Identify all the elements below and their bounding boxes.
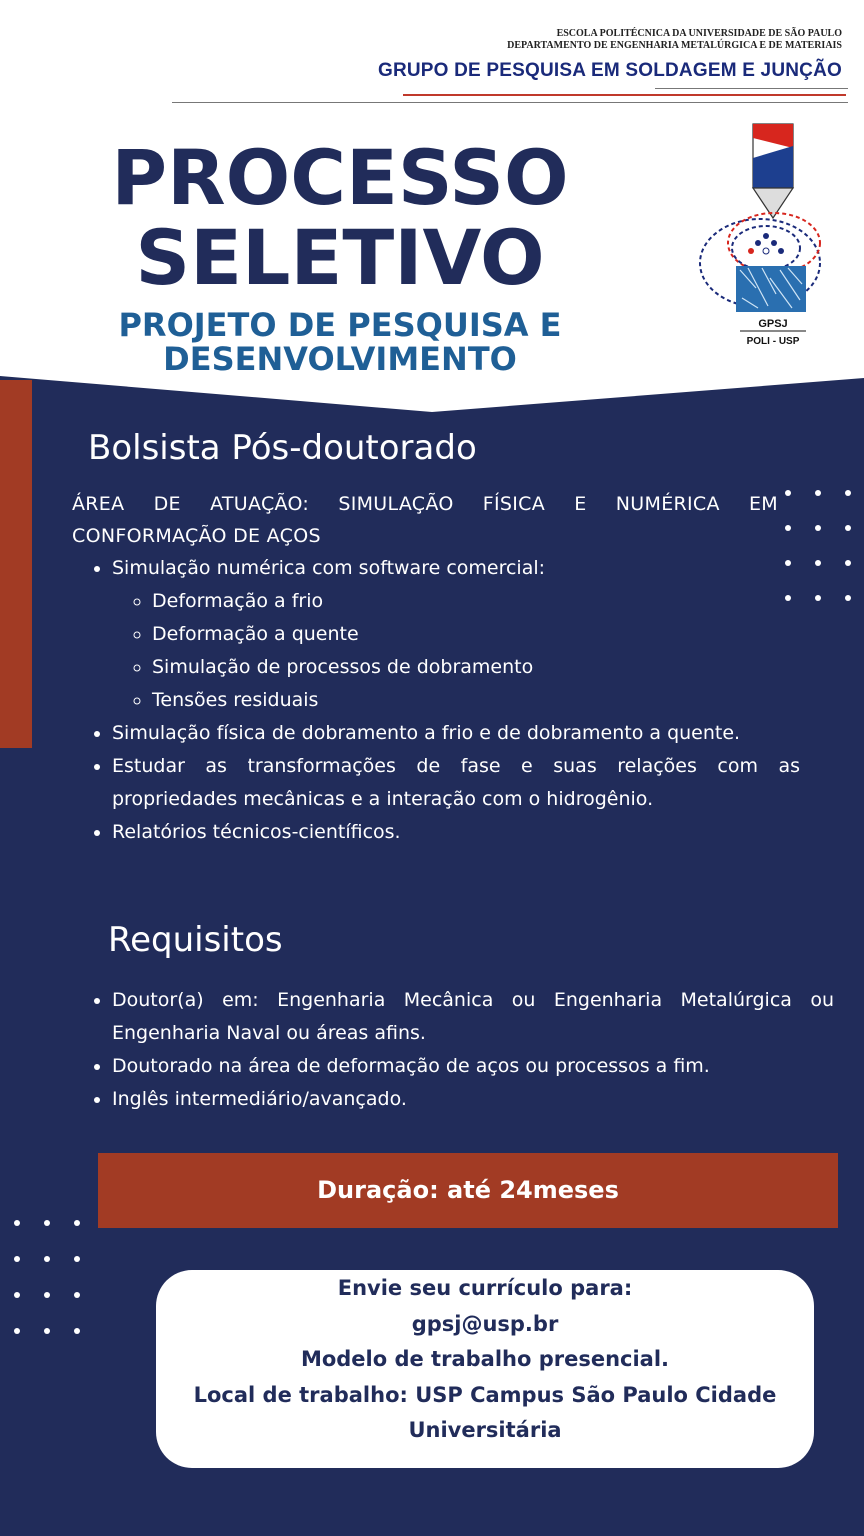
institution-line2: DEPARTAMENTO DE ENGENHARIA METALÚRGICA E DE MATERIAIS (507, 40, 842, 51)
subtitle-line2: DESENVOLVIMENTO (163, 340, 517, 378)
list-item: • Inglês intermediário/avançado. (112, 1083, 834, 1116)
page-title-line1: PROCESSO (111, 133, 569, 222)
divider-red (403, 94, 846, 96)
decorative-bar (0, 380, 32, 748)
list-item: • Estudar as transformações de fase e suas relações com as propriedades mecânicas e a interação com o hidrogênio. (112, 750, 800, 816)
requirements-list (90, 984, 834, 1116)
sub-list (112, 585, 800, 717)
duration-banner: Duração: até 24meses (98, 1153, 838, 1228)
divider-gray (172, 102, 848, 103)
list-item: • Doutor(a) em: Engenharia Mecânica ou Engenharia Metalúrgica ou Engenharia Naval ou áreas afins. (112, 984, 834, 1050)
logo-text-gpsj: GPSJ (758, 318, 788, 330)
list-item: • Doutorado na área de deformação de aços ou processos a fim. (112, 1050, 834, 1083)
activity-text: Simulação numérica com software comercial: (112, 557, 546, 579)
list-item: ◦ Deformação a frio (152, 585, 800, 618)
list-item: ◦ Deformação a quente (152, 618, 800, 651)
research-group-name: GRUPO DE PESQUISA EM SOLDAGEM E JUNÇÃO (377, 60, 842, 81)
page-subtitle (90, 308, 590, 376)
contact-email[interactable]: gpsj@usp.br (411, 1311, 559, 1336)
contact-instruction: Envie seu currículo para: (337, 1276, 633, 1300)
institution-line1: ESCOLA POLITÉCNICA DA UNIVERSIDADE DE SÃO PAULO (556, 28, 842, 39)
logo-text-poli: POLI - USP (746, 336, 800, 347)
position-heading: Bolsista Pós-doutorado (88, 428, 477, 468)
list-item (112, 552, 800, 717)
contact-box (156, 1270, 814, 1468)
list-item: ◦ Tensões residuais (152, 684, 800, 717)
list-item: • Simulação física de dobramento a frio e de dobramento a quente. (112, 717, 800, 750)
work-model: Modelo de trabalho presencial. (300, 1347, 670, 1371)
institution-name (507, 28, 842, 52)
divider (655, 88, 848, 89)
list-item: ◦ Simulação de processos de dobramento (152, 651, 800, 684)
requirements-heading: Requisitos (108, 920, 283, 960)
gpsj-logo (696, 118, 824, 348)
list-item: • Relatórios técnicos-científicos. (112, 816, 800, 849)
work-location: Local de trabalho: USP Campus São Paulo Cidade (193, 1382, 777, 1407)
page-title-line2: SELETIVO (135, 213, 545, 302)
area-description: ÁREA DE ATUAÇÃO: SIMULAÇÃO FÍSICA E NUMÉRICA EM CONFORMAÇÃO DE AÇOS (72, 493, 778, 547)
work-location-cont: Universitária (408, 1418, 562, 1442)
activities-list (90, 552, 800, 849)
subtitle-line1: PROJETO DE PESQUISA E (118, 306, 562, 344)
